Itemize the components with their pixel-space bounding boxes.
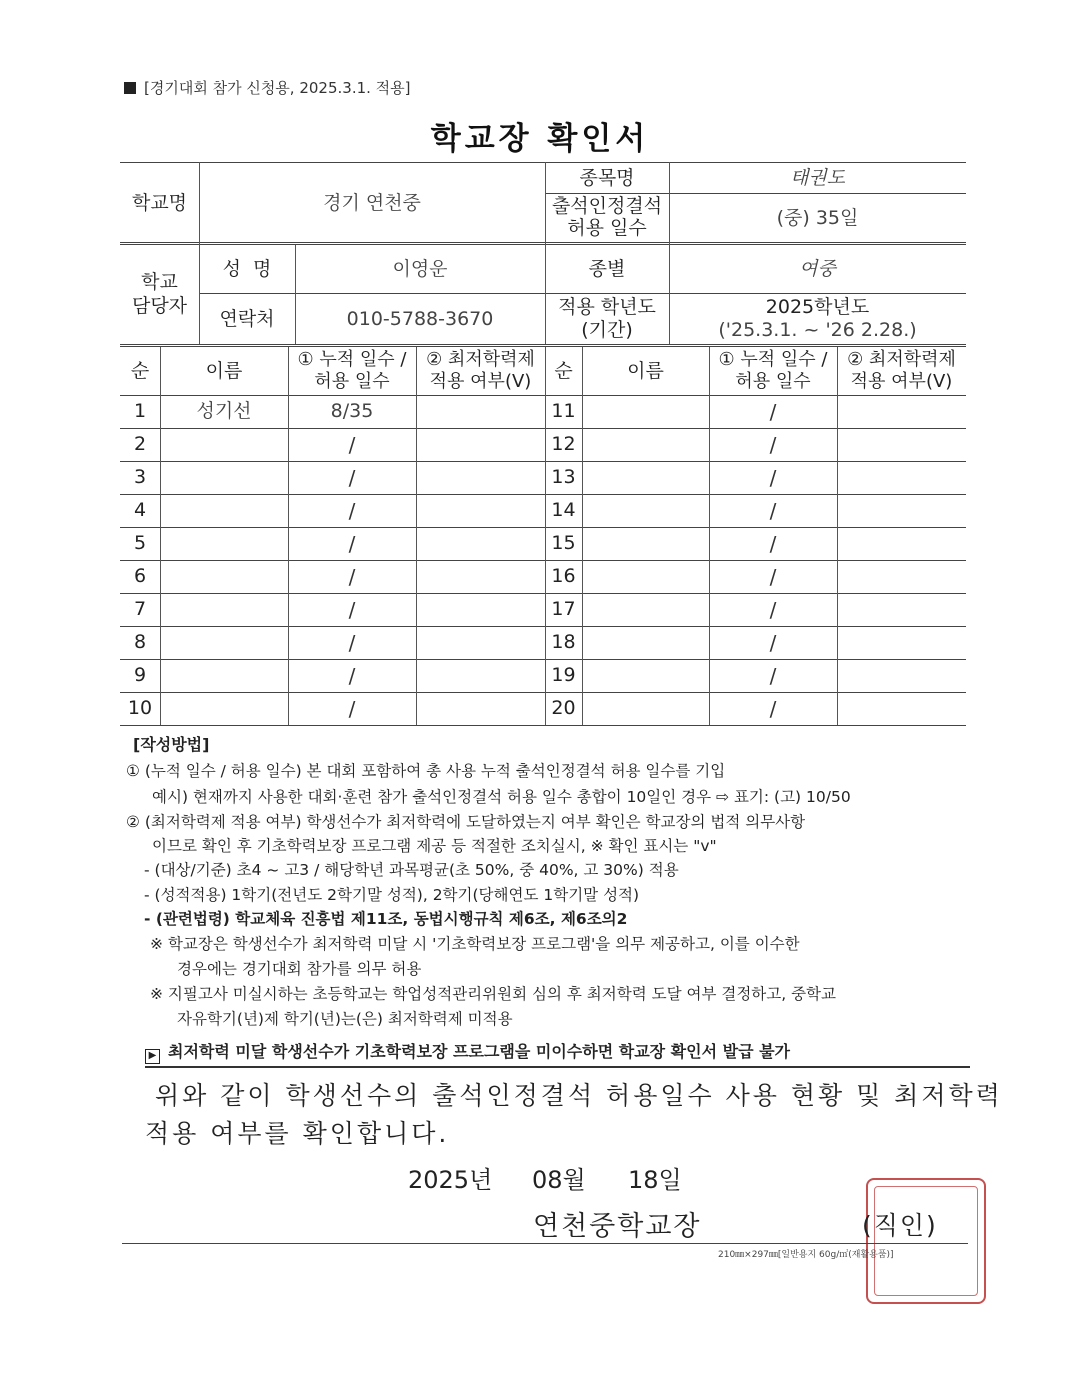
contact-value: 010-5788-3670 [346,307,494,330]
page-title: 학교장 확인서 [430,121,650,157]
roster-check [837,527,966,560]
table-line [120,242,966,245]
roster-header-name-left: 이름 [205,359,243,382]
date-day: 18일 [628,1166,682,1194]
roster-name [160,527,288,560]
date-year: 2025년 [408,1166,493,1194]
roster-no: 3 [133,466,147,489]
year-value: 2025학년도 ('25.3.1. ~ '26 2.28.) [718,296,917,341]
roster-days: 8/35 [330,400,374,423]
roster-header-no-left: 순 [130,359,150,382]
arrow-box-icon: ▶ [145,1049,160,1064]
table-top-line [120,162,966,163]
roster-no: 7 [133,598,147,621]
instruction-line: - (성적적용) 1학기(전년도 2학기말 성적), 2학기(당해연도 1학기말 성적) [144,886,640,904]
roster-days: / [348,564,356,589]
instruction-line: - (대상/기준) 초4 ~ 고3 / 해당학년 과목평균(초 50%, 중 40%, 고 30%) 적용 [144,861,679,879]
roster-no: 11 [551,400,576,423]
confirmation-line-1: 위와 같이 학생선수의 출석인정결석 허용일수 사용 현황 및 최저학력 [155,1081,1003,1110]
roster-header-days-left: ① 누적 일수 / 허용 일수 [297,349,407,392]
roster-no: 17 [551,598,576,621]
school-value: 경기 연천중 [323,191,421,214]
roster-days: / [348,663,356,688]
roster-no: 20 [551,697,576,720]
sport-label: 종목명 [579,167,635,190]
absence-label: 출석인정결석 허용 일수 [551,195,663,239]
instruction-warning: ▶ 최저학력 미달 학생선수가 기초학력보장 프로그램을 미이수하면 학교장 확인서 발급 불가 [145,1042,790,1064]
category-value: 여중 [799,258,836,281]
roster-no: 14 [551,499,576,522]
roster-name [582,527,709,560]
roster-check [837,593,966,626]
roster-no: 6 [133,565,147,588]
roster-days: / [769,465,777,490]
sport-value: 태권도 [789,167,846,190]
roster-name [160,626,288,659]
roster-days: / [348,432,356,457]
roster-check [416,527,545,560]
roster-days: / [348,696,356,721]
roster-header-no-right: 순 [554,359,573,382]
roster-check [837,395,966,428]
roster-name [582,692,709,725]
roster-check [416,593,545,626]
roster-days: / [769,498,777,523]
roster-no: 10 [127,697,153,720]
roster-days: / [769,564,777,589]
roster-no: 15 [551,532,576,555]
roster-check [416,560,545,593]
seal-label: (직인) [862,1211,938,1240]
roster-name [160,593,288,626]
instruction-line: ① (누적 일수 / 허용 일수) 본 대회 포함하여 총 사용 누적 출석인정결석 허용 일수를 기입 [126,762,726,780]
roster-no: 8 [133,631,147,654]
roster-name [582,428,709,461]
instruction-line: 자유학기(년)제 학기(년)는(은) 최저학력제 미적용 [177,1010,513,1028]
roster-no: 18 [551,631,576,654]
roster-name [160,659,288,692]
contact-label: 연락처 [219,307,275,330]
roster-days: / [348,498,356,523]
date-month: 08월 [532,1166,586,1194]
category-label: 종별 [588,258,626,281]
roster-no: 1 [133,400,147,423]
roster-days: / [348,465,356,490]
instruction-line: 예시) 현재까지 사용한 대회·훈련 참가 출석인정결석 허용 일수 총합이 10일인 경우 ⇨ 표기: (고) 10/50 [152,788,851,806]
absence-value: (중) 35일 [776,206,859,229]
instruction-line: 경우에는 경기대회 참가를 의무 허용 [177,960,422,978]
roster-days: / [769,432,777,457]
school-label: 학교명 [131,191,188,214]
roster-name [160,428,288,461]
roster-check [837,659,966,692]
roster-bottom-line [120,725,966,726]
roster-no: 4 [133,499,147,522]
roster-name [160,494,288,527]
roster-check [416,395,545,428]
roster-check [416,461,545,494]
roster-name [582,593,709,626]
roster-name [160,560,288,593]
instruction-line: ※ 학교장은 학생선수가 최저학력 미달 시 '기초학력보장 프로그램'을 의무 제공하고, 이를 이수한 [150,935,800,953]
roster-days: / [348,630,356,655]
name-value: 이영운 [392,258,448,281]
roster-check [416,659,545,692]
roster-name: 성기선 [196,400,252,423]
instruction-line: ② (최저학력제 적용 여부) 학생선수가 최저학력에 도달하였는지 여부 확인은 학교장의 법적 의무사항 [126,813,806,831]
roster-check [416,692,545,725]
name-label: 성 명 [222,258,272,281]
roster-check [416,626,545,659]
roster-days: / [769,531,777,556]
roster-no: 2 [133,433,147,456]
roster-check [837,626,966,659]
roster-days: / [769,399,777,424]
roster-check [837,560,966,593]
roster-check [416,428,545,461]
roster-name [160,692,288,725]
instructions-title: [작성방법] [133,735,210,754]
roster-days: / [769,597,777,622]
roster-name [582,461,709,494]
roster-name [582,560,709,593]
roster-header-min-left: ② 최저학력제 적용 여부(V) [426,349,535,392]
roster-check [837,461,966,494]
roster-check [837,692,966,725]
roster-header-name-right: 이름 [627,359,664,382]
roster-header-days-right: ① 누적 일수 / 허용 일수 [718,349,828,392]
roster-days: / [348,597,356,622]
roster-days: / [348,531,356,556]
roster-no: 9 [133,664,147,687]
roster-days: / [769,630,777,655]
roster-name [160,461,288,494]
instruction-line: - (관련법령) 학교체육 진흥법 제11조, 동법시행규칙 제6조, 제6조의2 [144,910,628,928]
roster-no: 13 [551,466,576,489]
roster-name [582,659,709,692]
roster-no: 16 [551,565,576,588]
roster-name [582,395,709,428]
paper-spec: 210㎜×297㎜[일반용지 60g/㎡(재활용품)] [718,1250,894,1260]
roster-no: 5 [133,532,147,555]
divider [145,1066,970,1068]
instruction-line: ※ 지필고사 미실시하는 초등학교는 학업성적관리위원회 심의 후 최저학력 도달 여부 결정하고, 중학교 [150,985,837,1003]
roster-name [582,494,709,527]
roster-check [837,428,966,461]
confirmation-line-2: 적용 여부를 확인합니다. [145,1119,450,1148]
roster-name [582,626,709,659]
header-note: [경기대회 참가 신청용, 2025.3.1. 적용] [124,77,411,98]
roster-no: 12 [551,433,576,456]
principal-name: 연천중학교장 [533,1211,702,1242]
roster-days: / [769,663,777,688]
roster-days: / [769,696,777,721]
roster-check [837,494,966,527]
roster-no: 19 [551,664,576,687]
square-bullet-icon [124,82,136,94]
year-label: 적용 학년도 (기간) [558,296,656,341]
instruction-line: 이므로 확인 후 기초학력보장 프로그램 제공 등 적절한 조치실시, ※ 확인 표시는 "v" [152,837,717,855]
bottom-line [122,1243,968,1244]
manager-label: 학교 담당자 [131,271,188,317]
roster-check [416,494,545,527]
roster-header-min-right: ② 최저학력제 적용 여부(V) [847,349,956,392]
